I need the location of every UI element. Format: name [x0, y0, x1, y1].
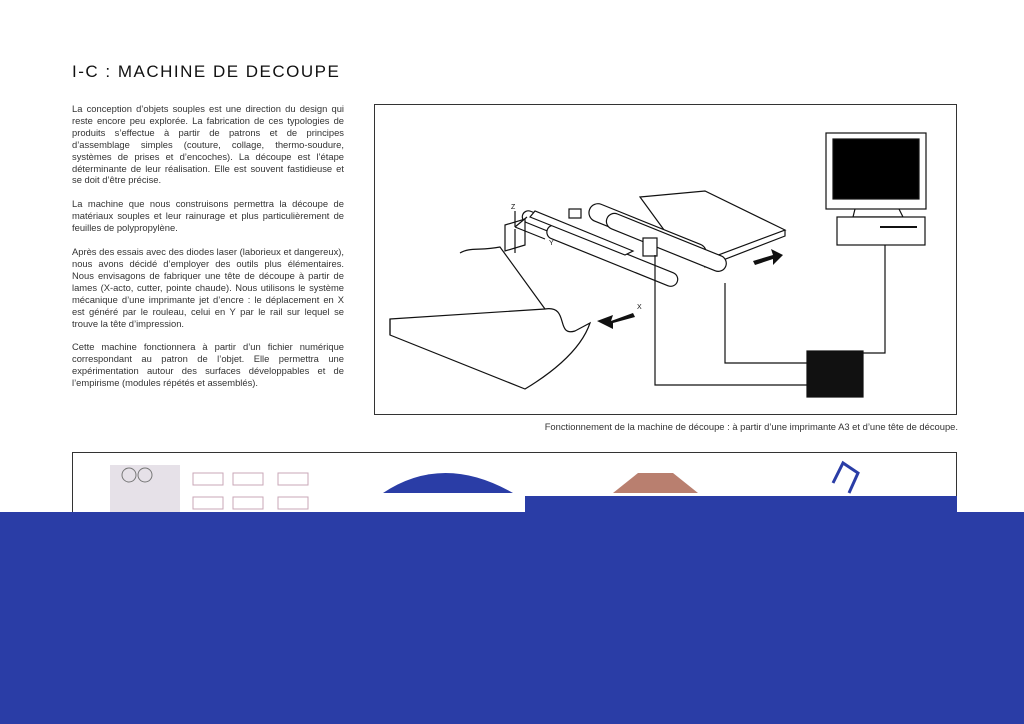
figure-caption: Fonctionnement de la machine de découpe : à partir d’une imprimante A3 et d’une tête de découpe.: [544, 421, 958, 432]
control-board: [807, 351, 863, 397]
paragraph-file: Cette machine fonctionnera à partir d’un fichier numérique correspondant au patron de l’objet. Elle permettra une expérimentation autour des surfaces développables et de l’empirisme (modules répétés et assemblés).: [72, 341, 344, 389]
gallery-image-pattern: [110, 465, 180, 512]
axis-y-label: Y: [549, 240, 554, 247]
gallery-image-blue-object: [383, 473, 513, 493]
cutting-head: [643, 238, 657, 256]
computer-unit: [837, 217, 925, 245]
paragraph-machine: La machine que nous construisons permettra la découpe de matériaux souples et leur rainurage et plus particulièrement de feuilles de polypropylène.: [72, 198, 344, 234]
machine-diagram: [375, 105, 958, 416]
wire-motor-y: [655, 255, 807, 385]
axis-x-label: X: [637, 304, 642, 311]
wire-computer: [863, 245, 885, 353]
machine-diagram-frame: [374, 104, 957, 415]
blue-overlay-band: [0, 512, 1024, 724]
gallery-image-copper-bag: [613, 473, 698, 493]
wire-motor-x: [725, 283, 807, 363]
body-text: [72, 103, 344, 401]
axis-z-label: Z: [511, 204, 516, 211]
flexible-sheet: [390, 309, 590, 389]
paragraph-intro: La conception d’objets souples est une direction du design qui reste encore peu explorée. La fabrication de ces typologies de produits s’effectue à partir de patrons et de principes d’assemblage simples (couture, collage, thermo-soudure, systèmes de prises et d’encoches). La découpe est l’étape déterminante de leur réalisation. Elle est souvent fastidieuse et se doit d’être précise.: [72, 103, 344, 186]
gallery-image-strap: [833, 463, 858, 493]
page-title: I-C : MACHINE DE DECOUPE: [72, 62, 341, 81]
gallery-image-sketches: [193, 473, 308, 509]
paragraph-tools: Après des essais avec des diodes laser (laborieux et dangereux), nous avons décidé d’employer des outils plus élémentaires. Nous envisagons de fabriquer une tête de découpe à partir de lames (X-acto, cutter, pointe chaude). Nous utilisons le système mécanique d’une imprimante jet d’encre : le déplacement en X est généré par le rouleau, celui en Y par le rail sur lequel se trouve la tête d’impression.: [72, 246, 344, 329]
